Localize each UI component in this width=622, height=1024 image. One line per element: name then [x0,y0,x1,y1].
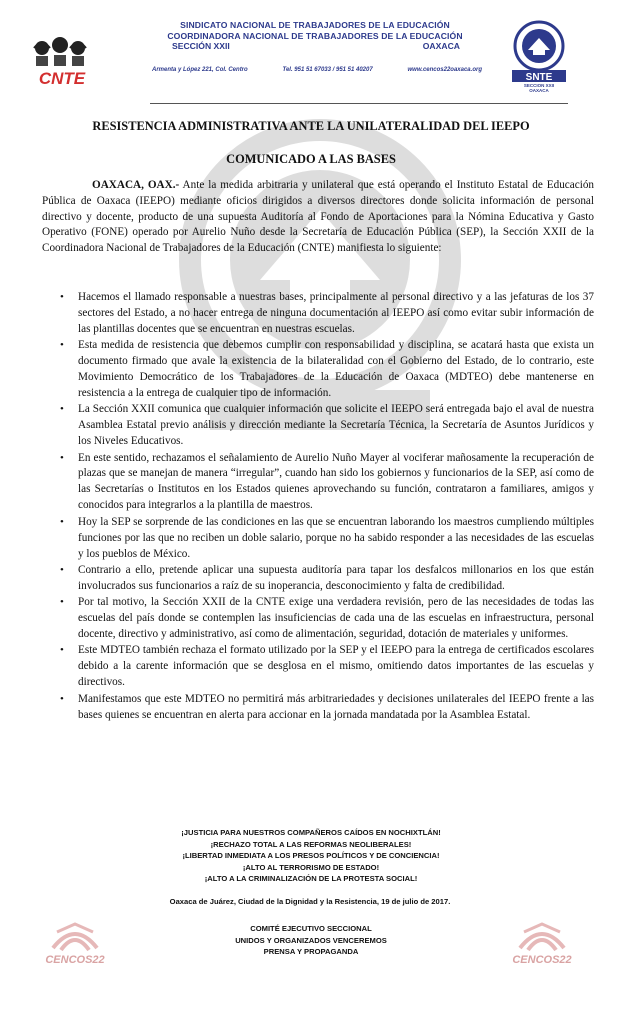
slogan-line: ¡RECHAZO TOTAL A LAS REFORMAS NEOLIBERALES! [210,839,412,849]
slogan-line: ¡LIBERTAD INMEDIATA A LOS PRESOS POLÍTICOS Y DE CONCIENCIA! [182,851,440,860]
signature-line: COMITÉ EJECUTIVO SECCIONAL [250,924,372,933]
header-divider [150,103,568,104]
header-section: SECCIÓN XXII [172,41,230,51]
list-item [42,692,594,724]
list-item-text: Esta medida de resistencia que debemos cumplir con responsabilidad y disciplina, se acatará hasta que exista un documento firmado que avale la existencia de la bilateralidad con el Gobierno del Estado, de lo contrario, este Movimiento Democrático de los Trabajadores de la Educación de Oaxaca (MDTEO) debe mantenerse en resistencia a la entrega de cualquier tipo de información. [78,339,594,399]
bullet-icon: • [60,692,64,705]
slogan-line: ¡ALTO A LA CRIMINALIZACIÓN DE LA PROTESTA SOCIAL! [204,874,418,883]
snte-logo-icon [506,20,572,92]
signature-line: PRENSA Y PROPAGANDA [263,947,359,956]
header-section-row [150,41,480,52]
bullet-icon: • [60,563,64,576]
slogan-line: ¡JUSTICIA PARA NUESTROS COMPAÑEROS CAÍDOS EN NOCHIXTLÁN! [181,828,441,837]
signature-block [150,923,472,958]
list-item [42,451,594,515]
list-item [42,595,594,643]
header-state: OAXACA [422,41,460,51]
document-subtitle: COMUNICADO A LAS BASES [226,152,396,166]
slogan-line: ¡ALTO AL TERRORISMO DE ESTADO! [242,862,380,872]
snte-logo-sub1: SECCION XXII [523,83,555,88]
cencos-label: CENCOS22 [512,954,572,966]
bullet-list [42,290,594,724]
bullet-icon: • [60,451,64,464]
header-line-1: SINDICATO NACIONAL DE TRABAJADORES DE LA EDUCACIÓN [180,20,450,30]
bullet-icon: • [60,596,64,609]
header-contact-row [152,67,482,73]
cencos-label: CENCOS22 [45,954,105,966]
cencos-emblem-icon [502,918,582,956]
list-item-text: Por tal motivo, la Sección XXII de la CNTE exige una verdadera revisión, pero de las necesidades de todas las escuelas del país donde se contemplen las insuficiencias de cada una de las escuelas en infraestructura, personal docente, directivo y administrativo, así como de alimentación, seguridad, dotación de materiales y uniformes. [78,596,594,641]
bullet-icon: • [60,644,64,657]
header-line-2: COORDINADORA NACIONAL DE TRABAJADORES DE LA EDUCACIÓN [167,30,463,41]
document-title: RESISTENCIA ADMINISTRATIVA ANTE LA UNILATERALIDAD DEL IEEPO [92,119,530,133]
intro-lead: OAXACA, OAX.- [92,179,180,191]
signature-line: UNIDOS Y ORGANIZADOS VENCEREMOS [235,935,387,945]
bullet-icon: • [60,291,64,303]
bullet-icon: • [60,403,64,416]
list-item [42,563,594,595]
snte-logo-sub2: OAXACA [529,88,549,92]
snte-logo-text: SNTE [525,72,553,83]
list-item [42,290,594,338]
cencos-emblem-icon [35,918,115,956]
list-item-text: Hoy la SEP se sorprende de las condiciones en las que se encuentran laborando los maestros cumpliendo múltiples funciones por las que no reciben un doble salario, porque no ha sabido responder a las necesidades de las escuelas y los pueblos de México. [78,515,594,560]
intro-text: Ante la medida arbitraria y unilateral que está operando el Instituto Estatal de Educación Pública de Oaxaca (IEEPO) mediante oficios dirigidos a diversos directores donde solicita información de personal directivo y docente, producto de una supuesta Auditoría al Fondo de Aportaciones para la Nómina Educativa y Gasto Operativo (FONE) operado por Aurelio Nuño desde la Secretaría de Educación Pública (SEP), la Sección XXII de la Coordinadora Nacional de Trabajadores de la Educación (CNTE) manifiesta lo siguiente: [42,179,594,255]
header-address: Armenta y López 221, Col. Centro [152,67,248,73]
list-item-text: Este MDTEO también rechaza el formato utilizado por la SEP y el IEEPO para la entrega de certificados escolares debido a la carente información que se desglosa en el mismo, omitiendo datos importantes de las escuelas y directivos. [78,644,594,689]
header-block [150,20,480,52]
bullet-icon: • [60,515,64,528]
header-phone: Tel. 951 51 67033 / 951 51 40207 [282,67,373,73]
slogans-block [150,827,472,885]
cencos-logo-left [35,918,115,970]
list-item [42,515,594,563]
list-item [42,338,594,402]
list-item-text: Manifestamos que este MDTEO no permitirá más arbitrariedades y decisiones unilaterales del IEEPO frente a las bases quienes se encuentran en alerta para accionar en la jornada mandatada por la Asamblea Estatal. [78,692,594,721]
list-item [42,643,594,691]
date-line: Oaxaca de Juárez, Ciudad de la Dignidad y la Resistencia, 19 de julio de 2017. [169,897,451,906]
intro-paragraph [42,178,594,257]
cencos-logo-right [502,918,582,970]
cnte-logo-icon [30,34,94,88]
header-web: www.cencos22oaxaca.org [407,67,482,73]
list-item-text: En este sentido, rechazamos el señalamiento de Aurelio Nuño Mayer al vociferar mañosamente la recuperación de plazas que se manejan de manera “irregular”, cuando han sido los gobiernos y funcionarios de la SEP, así como de las Secretarías o Institutos en los Estados quienes aprovechando su función, contrataron a familiares, amigos y conocidos para integrarlos a la plantilla de maestros. [78,451,594,512]
list-item-text: Hacemos el llamado responsable a nuestras bases, principalmente al personal directivo y a las jefaturas de los 37 sectores del Estado, a no hacer entrega de ninguna documentación al IEEPO así como evitar subir información de las plantillas docentes que se encuentran en nuestras escuelas. [78,291,594,335]
bullet-icon: • [60,339,64,352]
list-item-text: La Sección XXII comunica que cualquier información que solicite el IEEPO será entregada bajo el aval de nuestra Asamblea Estatal previo análisis y dirección mediante la Secretaría Técnica, la Secretaría de Asuntos Jurídicos y los Niveles Educativos. [78,403,594,448]
list-item [42,402,594,450]
list-item-text: Contrario a ello, pretende aplicar una supuesta auditoría para tapar los desfalcos millonarios en los que están involucrados sus funcionarios a raíz de su inoperancia, desconocimiento y falta de credibilidad. [78,563,594,592]
cnte-logo-text: CNTE [38,69,86,88]
